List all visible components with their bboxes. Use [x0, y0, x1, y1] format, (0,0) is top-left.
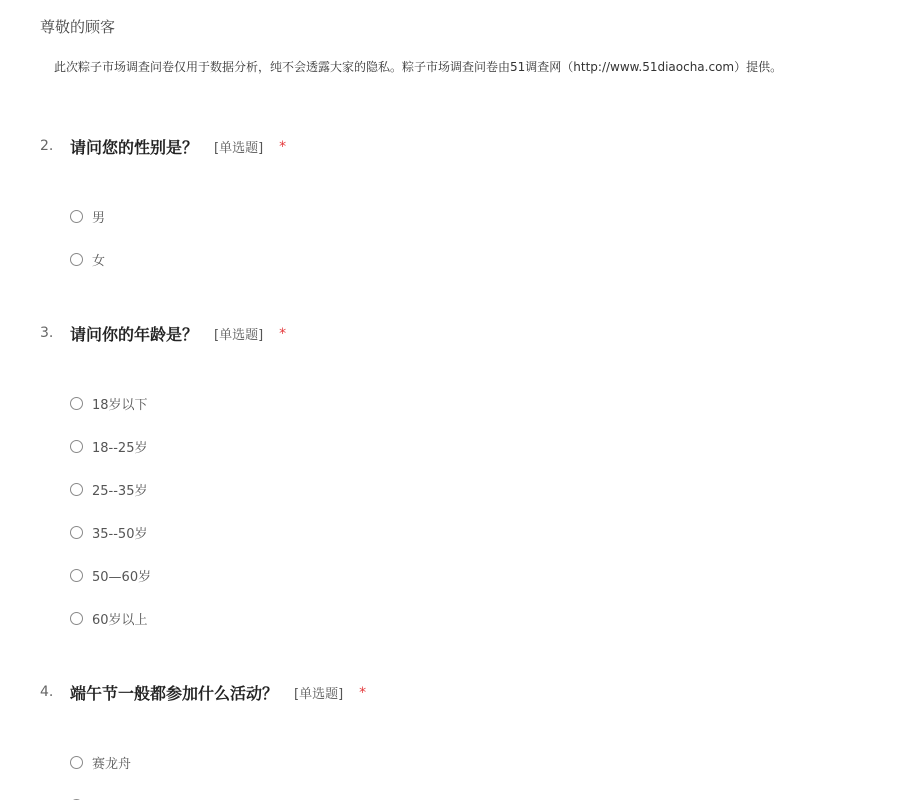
option-age-35-50[interactable] — [70, 522, 147, 542]
option-label: 35--50岁 — [92, 526, 148, 542]
question-title: 请问您的性别是？ — [70, 138, 199, 157]
question-title: 端午节一般都参加什么活动？ — [70, 684, 279, 703]
option-age-over-60[interactable] — [70, 608, 148, 628]
option-age-under-18[interactable] — [70, 393, 148, 413]
question-header — [0, 681, 900, 705]
question-number: 3. — [40, 325, 54, 341]
option-label: 女 — [92, 253, 106, 269]
question-title-row — [70, 135, 286, 158]
radio-button[interactable] — [70, 483, 83, 496]
question-type-label: [单选题] — [294, 687, 344, 702]
option-label: 赛龙舟 — [92, 756, 132, 772]
option-label: 18--25岁 — [92, 440, 148, 456]
radio-button[interactable] — [70, 612, 83, 625]
radio-button[interactable] — [70, 526, 83, 539]
option-label: 25--35岁 — [92, 483, 148, 499]
option-next-partial[interactable] — [70, 795, 83, 800]
option-male[interactable] — [70, 206, 105, 226]
radio-button[interactable] — [70, 210, 83, 223]
survey-intro-text: 此次粽子市场调查问卷仅用于数据分析，纯不会透露大家的隐私。粽子市场调查问卷由51调查网（http://www.51diaocha.com）提供。 — [54, 60, 783, 74]
radio-button[interactable] — [70, 440, 83, 453]
greeting-heading: 尊敬的顾客 — [40, 18, 116, 36]
question-header — [0, 322, 900, 346]
option-dragon-boat[interactable] — [70, 752, 131, 772]
question-number: 2. — [40, 138, 54, 154]
option-age-50-60[interactable] — [70, 565, 151, 585]
required-marker: * — [279, 138, 287, 155]
option-label: 60岁以上 — [92, 612, 148, 628]
question-type-label: [单选题] — [214, 328, 264, 343]
required-marker: * — [359, 684, 367, 701]
question-title-row — [70, 322, 286, 345]
radio-button[interactable] — [70, 253, 83, 266]
option-age-18-25[interactable] — [70, 436, 147, 456]
required-marker: * — [279, 325, 287, 342]
question-title-row — [70, 681, 366, 704]
option-label: 男 — [92, 210, 106, 226]
option-label: 18岁以下 — [92, 397, 148, 413]
question-header — [0, 135, 900, 159]
question-title: 请问你的年龄是？ — [70, 325, 199, 344]
question-type-label: [单选题] — [214, 141, 264, 156]
option-label: 50—60岁 — [92, 569, 152, 585]
radio-button[interactable] — [70, 569, 83, 582]
radio-button[interactable] — [70, 397, 83, 410]
question-number: 4. — [40, 684, 54, 700]
option-age-25-35[interactable] — [70, 479, 147, 499]
option-female[interactable] — [70, 249, 105, 269]
radio-button[interactable] — [70, 756, 83, 769]
